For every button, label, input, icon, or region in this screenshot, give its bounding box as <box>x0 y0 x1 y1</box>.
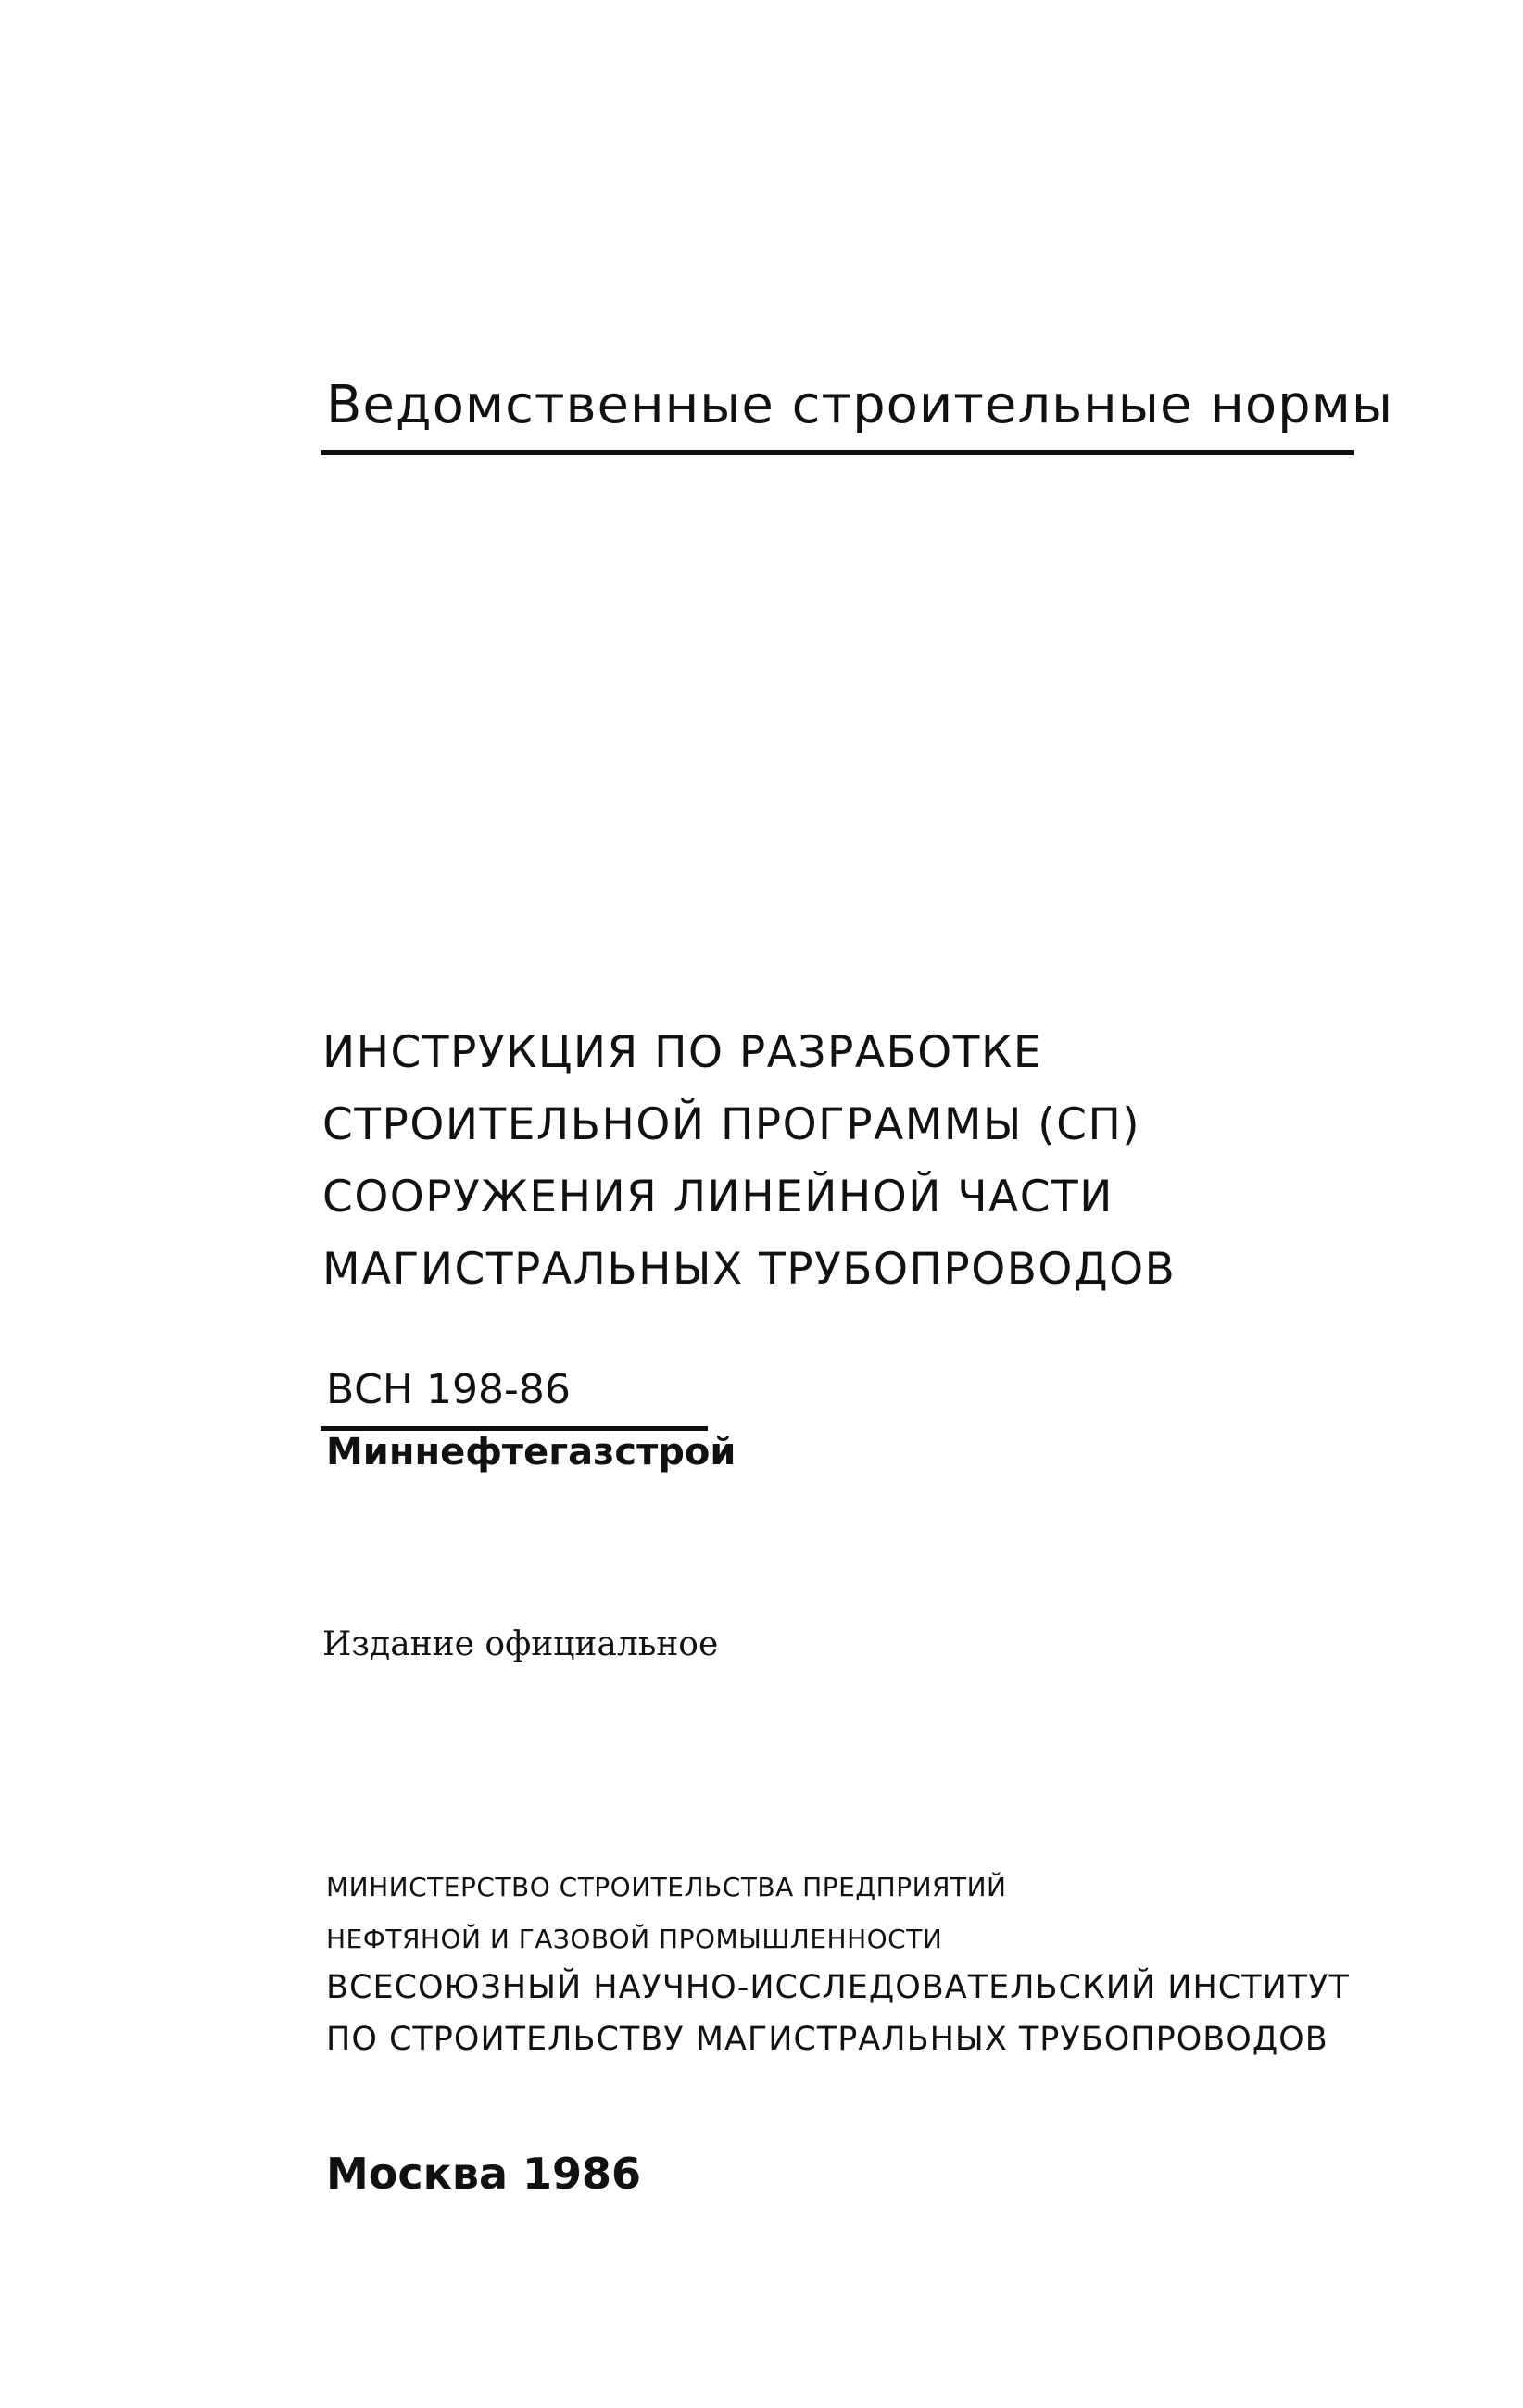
edition-note: Издание официальное <box>322 1625 719 1663</box>
document-code: ВСН 198-86 <box>326 1366 571 1413</box>
series-title: Ведомственные строительные нормы <box>326 375 1394 435</box>
imprint-city-year: Москва 1986 <box>326 2149 642 2199</box>
institute-name <box>326 1962 1350 2065</box>
document-title-line: МАГИСТРАЛЬНЫХ ТРУБОПРОВОДОВ <box>322 1244 1177 1295</box>
ministry-name-line: МИНИСТЕРСТВО СТРОИТЕЛЬСТВА ПРЕДПРИЯТИЙ <box>326 1872 1007 1902</box>
ministry-name-line: НЕФТЯНОЙ И ГАЗОВОЙ ПРОМЫШЛЕННОСТИ <box>326 1924 943 1954</box>
series-title-rule <box>321 450 1354 455</box>
ministry-name <box>326 1862 1006 1965</box>
document-title-line: СТРОИТЕЛЬНОЙ ПРОГРАММЫ (СП) <box>322 1099 1141 1150</box>
institute-name-line: ВСЕСОЮЗНЫЙ НАУЧНО-ИССЛЕДОВАТЕЛЬСКИЙ ИНСТИТУТ <box>326 1969 1350 2006</box>
institute-name-line: ПО СТРОИТЕЛЬСТВУ МАГИСТРАЛЬНЫХ ТРУБОПРОВОДОВ <box>326 2021 1328 2058</box>
document-title <box>322 1017 1176 1306</box>
issuing-agency: Миннефтегазстрой <box>326 1431 736 1474</box>
document-title-line: СООРУЖЕНИЯ ЛИНЕЙНОЙ ЧАСТИ <box>322 1172 1114 1223</box>
document-title-line: ИНСТРУКЦИЯ ПО РАЗРАБОТКЕ <box>322 1027 1043 1078</box>
